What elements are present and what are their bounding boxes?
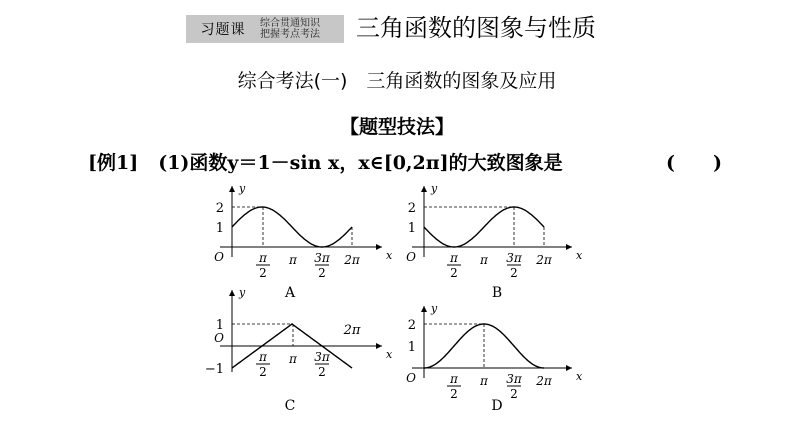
graph-c-xtick-0-num: π xyxy=(259,350,267,364)
graph-d-xtick-2-den: 2 xyxy=(510,387,518,401)
graph-b-xtick-2-num: 3π xyxy=(506,251,522,265)
graph-a-xtick-1: π xyxy=(289,253,297,267)
graph-a-xtick-2-num: 3π xyxy=(314,251,330,265)
graph-d-xtick-2-num: 3π xyxy=(506,372,522,386)
graph-b-xtick-0-num: π xyxy=(450,251,458,265)
graph-a-y-label: y xyxy=(239,182,246,195)
lesson-sub-line-2: 把握考点考法 xyxy=(260,29,320,40)
graph-a-ytick-0: 2 xyxy=(215,201,224,216)
graph-c-xtick-2-den: 2 xyxy=(318,365,326,379)
graph-c-xtick-1: π xyxy=(289,352,297,366)
graph-d-caption: D xyxy=(491,398,503,414)
graph-b-xtick-0-den: 2 xyxy=(450,266,458,280)
example-label: [例1] xyxy=(88,152,139,174)
graph-c-xtick-2-num: 3π xyxy=(314,350,330,364)
graph-d-x-label: x xyxy=(576,370,583,383)
graph-c-ytick-1: −1 xyxy=(204,362,224,377)
graph-d-xtick-1: π xyxy=(480,374,488,388)
graph-d-ytick-0: 2 xyxy=(407,318,416,333)
graph-a-xtick-0-num: π xyxy=(259,251,267,265)
graph-c-caption: C xyxy=(284,398,296,414)
answer-blank: ( ) xyxy=(666,152,722,174)
graph-b-xtick-2-den: 2 xyxy=(510,266,518,280)
graph-b-caption: B xyxy=(491,285,503,301)
graph-a-ytick-1: 1 xyxy=(215,221,224,236)
section-subtitle: 综合考法(一) 三角函数的图象及应用 xyxy=(237,70,557,92)
graph-c-y-label: y xyxy=(239,286,246,299)
graph-c-origin: O xyxy=(214,331,224,345)
graph-c-x-label: x xyxy=(386,348,393,361)
graph-c-xtick-0-den: 2 xyxy=(259,365,267,379)
graph-a-xtick-0-den: 2 xyxy=(259,266,267,280)
graph-b-curve xyxy=(424,207,544,247)
graph-a-x-label: x xyxy=(386,249,393,262)
graph-c-ytick-0: 1 xyxy=(215,318,224,333)
graph-a-xtick-3: 2π xyxy=(344,253,360,267)
page-title: 三角函数的图象与性质 xyxy=(356,14,596,42)
graph-a-xtick-2-den: 2 xyxy=(318,266,326,280)
graph-d-xtick-0-den: 2 xyxy=(450,387,458,401)
graph-a-curve xyxy=(232,207,352,247)
graph-d-xtick-3: 2π xyxy=(536,374,552,388)
graph-b-x-label: x xyxy=(576,249,583,262)
section-heading: 【题型技法】 xyxy=(339,116,454,138)
graph-a-caption: A xyxy=(284,285,296,301)
graph-b-xtick-1: π xyxy=(480,253,488,267)
graph-d-origin: O xyxy=(406,371,416,385)
lesson-sub-line-1: 综合贯通知识 xyxy=(260,18,320,29)
graph-d-ytick-1: 1 xyxy=(407,340,416,355)
question-text: (1)函数y＝1－sin x，x∈[0,2π]的大致图象是 xyxy=(158,152,563,174)
graph-c-xtick-3: 2π xyxy=(343,323,361,338)
graph-b-xtick-3: 2π xyxy=(536,253,552,267)
graph-b-origin: O xyxy=(406,250,416,264)
graph-b-y-label: y xyxy=(431,182,438,195)
graph-b-ytick-1: 1 xyxy=(407,221,416,236)
graph-d-xtick-0-num: π xyxy=(450,372,458,386)
graph-a-origin: O xyxy=(214,250,224,264)
lesson-label: 习题课 xyxy=(200,22,246,38)
graph-b-ytick-0: 2 xyxy=(407,201,416,216)
graph-d-y-label: y xyxy=(431,302,438,315)
